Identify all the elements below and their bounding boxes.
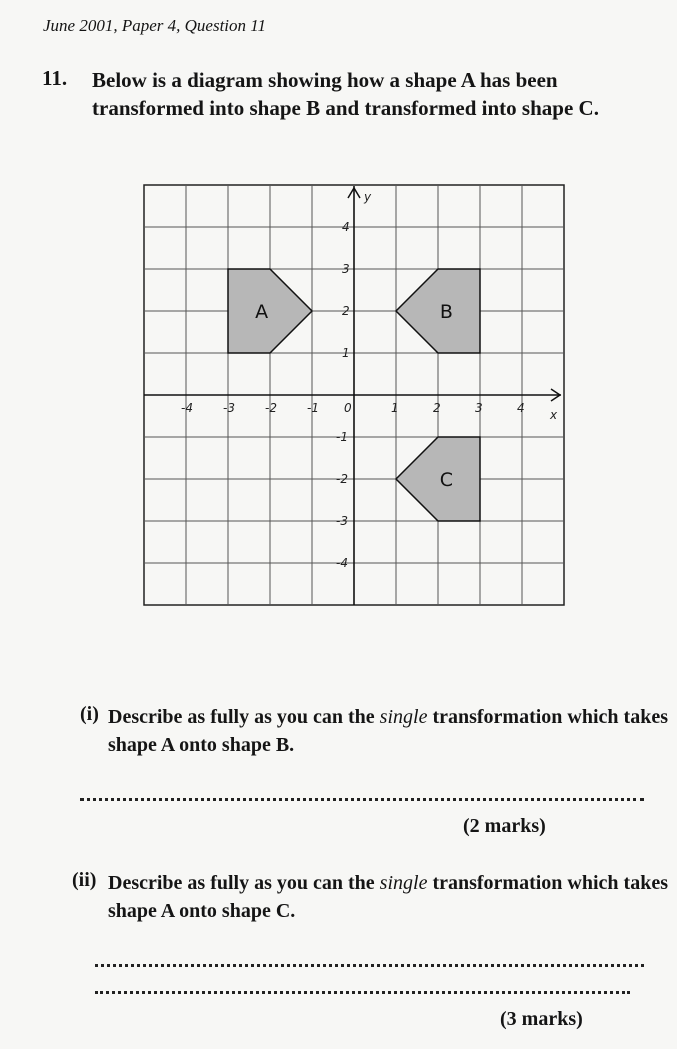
answer-line-i[interactable] [80, 798, 644, 801]
y-tick-label: -4 [336, 556, 348, 570]
y-tick-label: 2 [342, 304, 350, 318]
x-tick-label: 3 [475, 401, 483, 415]
question-number: 11. [42, 66, 68, 90]
answer-line-ii-2[interactable] [95, 991, 630, 994]
part-ii-label: (ii) [72, 869, 97, 891]
x-tick-label: 0 [344, 401, 352, 415]
x-tick-label: 2 [433, 401, 441, 415]
x-tick-label: 4 [517, 401, 525, 415]
shape-a [228, 269, 312, 353]
paper-reference: June 2001, Paper 4, Question 11 [43, 16, 267, 35]
coordinate-grid [143, 184, 565, 606]
marks-ii: (3 marks) [500, 1008, 583, 1030]
x-tick-label: 1 [391, 401, 399, 415]
x-tick-label: -2 [265, 401, 277, 415]
y-tick-label: -1 [336, 430, 348, 444]
shape-a-label: A [255, 301, 269, 323]
y-tick-label: -2 [336, 472, 348, 486]
part-i-label: (i) [80, 703, 99, 725]
y-tick-label: -3 [336, 514, 348, 528]
y-tick-label: 1 [342, 346, 350, 360]
part-ii-text: Describe as fully as you can the single transformation which takes shape A onto shape C. [108, 872, 668, 922]
x-tick-label: -4 [181, 401, 193, 415]
question-text: Below is a diagram showing how a shape A has been transformed into shape B and transformed into shape C. [92, 68, 599, 120]
shape-c [396, 437, 480, 521]
shape-b [396, 269, 480, 353]
part-i-text: Describe as fully as you can the single transformation which takes shape A onto shape B. [108, 706, 668, 756]
shape-b-label: B [439, 301, 453, 323]
x-axis-label: x [550, 408, 558, 422]
x-tick-label: -1 [307, 401, 319, 415]
answer-line-ii-1[interactable] [95, 964, 644, 967]
y-tick-label: 4 [342, 220, 350, 234]
shape-c-label: C [439, 469, 454, 491]
x-tick-label: -3 [223, 401, 235, 415]
y-tick-label: 3 [342, 262, 350, 276]
marks-i: (2 marks) [463, 815, 546, 837]
y-axis-label: y [364, 190, 372, 204]
